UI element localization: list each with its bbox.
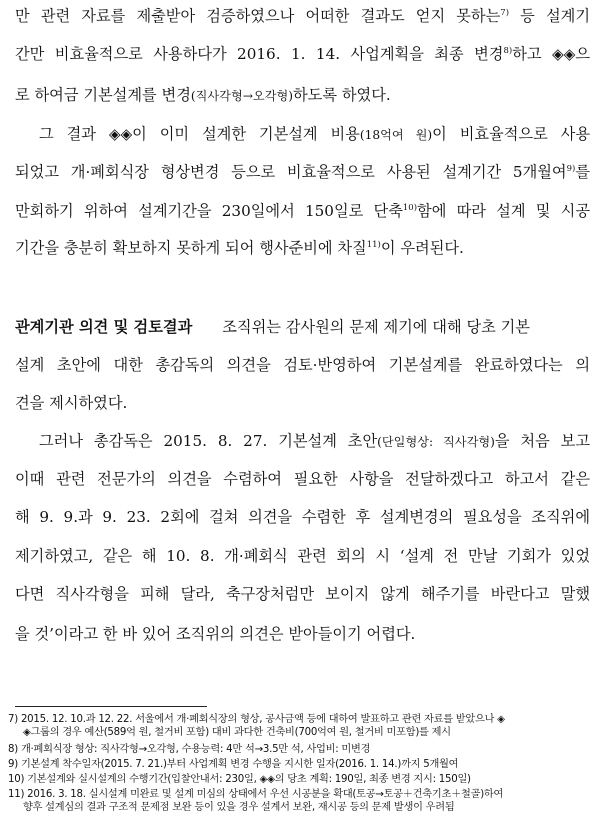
text-run: 로 하여금 기본설계를 변경 <box>15 86 191 104</box>
body-line <box>15 6 590 26</box>
text-run: 되었고 개·폐회식장 형상변경 등으로 비효율적으로 사용된 설계기간 5개월여 <box>15 163 567 181</box>
text-run: 기간을 충분히 확보하지 못하게 되어 행사준비에 차질 <box>15 239 367 257</box>
text-run: 이 비효율적으로 사용 <box>432 125 590 143</box>
body-line: 설계 초안에 대한 총감독의 의견을 검토·반영하여 기본설계를 완료하였다는 의 <box>15 356 590 374</box>
body-line: 이때 관련 전문가의 의견을 수렴하여 필요한 사항을 전달하겠다고 하고서 같은 <box>15 470 590 488</box>
footnote-ref-11[interactable]: 11) <box>366 240 381 250</box>
footnote-ref-9[interactable]: 9) <box>566 164 576 174</box>
footnote-7-cont: ◈그룹의 경우 예산(589억 원, 철거비 포함) 대비 과다한 건축비(700억여 원, 철거비 미포함)를 제시 <box>23 727 451 738</box>
footnote-ref-10[interactable]: 10) <box>402 203 418 213</box>
text-run: 하도록 하였다. <box>293 86 391 104</box>
footnote-11-cont: 향후 설계심의 결과 구조적 문제점 보완 등이 있을 경우 설계서 보완, 재시공 등의 문제 발생이 우려됨 <box>23 802 455 813</box>
footnote-ref-7[interactable]: 7) <box>500 8 510 18</box>
footnote-8: 8) 개·폐회식장 형상: 직사각형→오각형, 수용능력: 4만 석→3.5만 석, 사업비: 미변경 <box>8 744 371 755</box>
body-line <box>15 238 590 258</box>
text-run: 이 우려된다. <box>380 239 464 257</box>
body-line <box>15 201 590 221</box>
inline-note: (단일형상: 직사각형) <box>377 435 495 449</box>
body-line: 견을 제시하였다. <box>15 394 128 412</box>
text-run: 을 처음 보고 <box>494 432 590 450</box>
text-run: 함에 따라 설계 및 시공 <box>417 202 590 220</box>
body-line: 해 9. 9.과 9. 23. 2회에 걸쳐 의견을 수렴한 후 설계변경의 필요성을 조직위에 <box>15 508 590 526</box>
text-run: 등 설계기 <box>509 7 590 25</box>
inline-note: (18억여 원) <box>359 128 433 142</box>
text-run: 간만 비효율적으로 사용하다가 2016. 1. 14. 사업계획을 최종 변경 <box>15 45 504 63</box>
footnote-11: 11) 2016. 3. 18. 실시설계 미완료 및 설계 미심의 상태에서 우선 시공분을 확대(토공→토공＋건축기초＋철골)하여 <box>8 789 504 800</box>
text-run: 를 <box>575 163 590 181</box>
text-run: 그러나 총감독은 2015. 8. 27. 기본설계 초안 <box>39 432 378 450</box>
body-line <box>15 431 590 452</box>
footnote-7: 7) 2015. 12. 10.과 12. 22. 서울에서 개·폐회식장의 형상, 공사금액 등에 대하여 발표하고 관련 자료를 받았으나 ◈ <box>8 714 505 725</box>
text-run: 하고 ◈◈으 <box>512 45 591 63</box>
footnote-ref-8[interactable]: 8) <box>503 46 513 56</box>
body-line <box>15 162 590 182</box>
text-run: 조직위는 감사원의 문제 제기에 대해 당초 기본 <box>222 318 530 336</box>
body-line <box>15 317 590 337</box>
body-line <box>15 85 590 106</box>
text-run: 만 관련 자료를 제출받아 검증하였으나 어떠한 결과도 얻지 못하는 <box>15 7 501 25</box>
body-line <box>15 44 590 64</box>
footnote-separator <box>15 706 207 707</box>
body-line: 제기하였고, 같은 해 10. 8. 개·폐회식 관련 회의 시 ‘설계 전 만날 기회가 있었 <box>15 547 590 565</box>
body-line <box>15 124 590 145</box>
footnote-9: 9) 기본설계 착수일자(2015. 7. 21.)부터 사업계획 변경 수행을 지시한 일자(2016. 1. 14.)까지 5개월여 <box>8 759 459 770</box>
footnote-10: 10) 기본설계와 실시설계의 수행기간(입찰안내서: 230일, ◈◈의 당초 계획: 190일, 최종 변경 지시: 150일) <box>8 774 471 785</box>
body-line: 을 것’이라고 한 바 있어 조직위의 의견은 받아들이기 어렵다. <box>15 625 416 643</box>
text-run: 만회하기 위하여 설계기간을 230일에서 150일로 단축 <box>15 202 403 220</box>
text-run: 그 결과 ◈◈이 이미 설계한 기본설계 비용 <box>39 125 360 143</box>
section-heading: 관계기관 의견 및 검토결과 <box>15 318 193 336</box>
inline-note: (직사각형→오각형) <box>190 89 294 103</box>
body-line: 다면 직사각형을 피해 달라, 축구장처럼만 보이지 않게 해주기를 바란다고 말했 <box>15 585 590 603</box>
